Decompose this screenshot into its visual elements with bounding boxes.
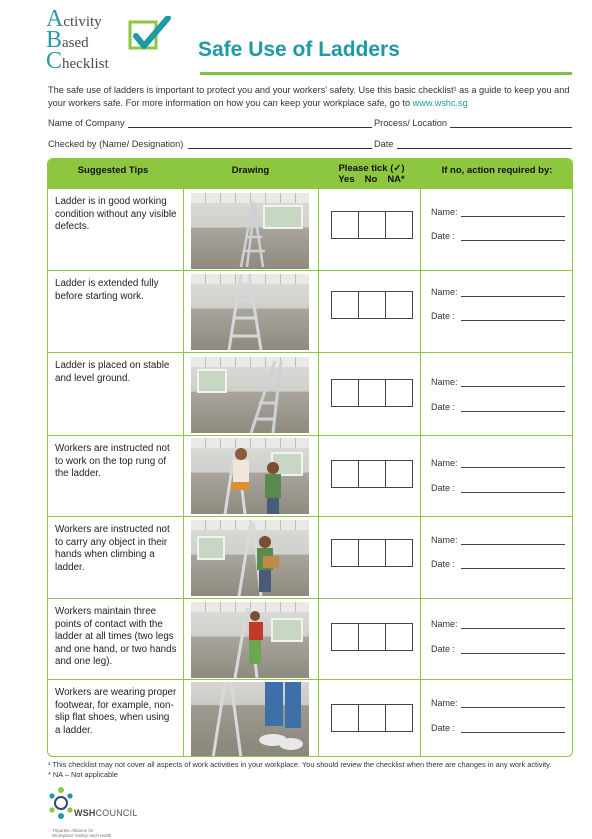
ladder-photo	[191, 357, 309, 433]
date-line[interactable]	[461, 485, 565, 493]
tick-boxes	[331, 379, 412, 407]
ladder-photo	[191, 438, 309, 514]
tick-na[interactable]	[385, 211, 413, 239]
tip-text: Ladder is extended fully before starting work.	[55, 278, 159, 302]
tip-text: Workers are instructed not to carry any object in their hands when climbing a ladder.	[55, 524, 170, 573]
abc-logo: Activity Based Checklist	[46, 10, 176, 76]
page-title: Safe Use of Ladders	[198, 38, 400, 61]
tip-text: Workers maintain three points of contact with the ladder at all times (two legs and one hand, or two hands and one leg).	[55, 606, 177, 667]
tick-no[interactable]	[358, 379, 386, 407]
tip-text: Ladder is in good working condition without any visible defects.	[55, 196, 177, 232]
tick-na[interactable]	[385, 379, 413, 407]
checklist-table	[47, 158, 573, 757]
date-line[interactable]	[461, 404, 565, 412]
tick-na[interactable]	[385, 291, 413, 319]
tick-boxes	[331, 211, 412, 239]
tick-yes[interactable]	[331, 623, 359, 651]
ladder-photo	[191, 682, 309, 757]
tick-yes[interactable]	[331, 211, 359, 239]
tick-no[interactable]	[358, 539, 386, 567]
tick-yes[interactable]	[331, 379, 359, 407]
page-header	[46, 8, 572, 78]
tip-text: Ladder is placed on stable and level ground.	[55, 360, 170, 384]
title-underline	[200, 72, 572, 75]
wsh-mark-icon	[48, 786, 74, 820]
date-field[interactable]: Date	[374, 139, 393, 149]
tick-boxes	[331, 539, 412, 567]
date-line[interactable]	[461, 313, 565, 321]
header-drawing: Drawing	[231, 165, 270, 176]
name-line[interactable]	[461, 460, 565, 468]
tick-na[interactable]	[385, 623, 413, 651]
tick-no[interactable]	[358, 291, 386, 319]
tick-na[interactable]	[385, 539, 413, 567]
wshc-link[interactable]: www.wshc.sg	[412, 97, 468, 108]
checklist-row: Workers maintain three points of contact with the ladder at all times (two legs and one hand, or two hands and one leg). Name: Date :	[48, 598, 573, 679]
name-line[interactable]	[461, 621, 565, 629]
checklist-row: Workers are instructed not to carry any object in their hands when climbing a ladder. Name: Date :	[48, 516, 573, 598]
tick-no[interactable]	[358, 704, 386, 732]
name-line[interactable]	[461, 379, 565, 387]
tick-yes[interactable]	[331, 539, 359, 567]
checklist-row: Ladder is in good working condition without any visible defects. Name: Date :	[48, 188, 573, 270]
name-line[interactable]	[461, 209, 565, 217]
tip-text: Workers are wearing proper footwear, for example, non-slip flat shoes, when using a ladder.	[55, 687, 177, 736]
checklist-row: Workers are wearing proper footwear, for example, non-slip flat shoes, when using a ladder. Name: Date :	[48, 679, 573, 757]
tick-boxes	[331, 704, 412, 732]
name-line[interactable]	[461, 289, 565, 297]
footnote-checklist: ¹ This checklist may not cover all aspects of work activities in your workplace. You should review the checklist when there are changes in any work activity.	[48, 760, 552, 769]
tick-yes[interactable]	[331, 460, 359, 488]
name-line[interactable]	[461, 537, 565, 545]
table-header	[48, 159, 573, 188]
date-line[interactable]	[461, 725, 565, 733]
checklist-row: Workers are instructed not to work on the top rung of the ladder. Name: Date :	[48, 435, 573, 516]
date-line[interactable]	[461, 561, 565, 569]
tick-yes[interactable]	[331, 704, 359, 732]
tick-no[interactable]	[358, 211, 386, 239]
date-line[interactable]	[461, 233, 565, 241]
name-line[interactable]	[461, 700, 565, 708]
footnote-na: * NA – Not applicable	[48, 770, 118, 779]
tick-boxes	[331, 623, 412, 651]
tick-boxes	[331, 291, 412, 319]
tick-no[interactable]	[358, 460, 386, 488]
header-action-required: If no, action required by:	[441, 165, 553, 176]
checklist-row: Ladder is placed on stable and level ground. Name: Date :	[48, 352, 573, 435]
tick-boxes	[331, 460, 412, 488]
checklist-row: Ladder is extended fully before starting work. Name: Date :	[48, 270, 573, 352]
footnotes	[48, 760, 578, 780]
wsh-council-logo: WSHCOUNCIL Tripartite Alliance for Workplace Safety and Health	[48, 786, 168, 836]
date-line[interactable]	[461, 646, 565, 654]
ladder-photo	[191, 274, 309, 350]
process-location-field[interactable]: Process/ Location	[374, 118, 447, 128]
checkmark-icon	[128, 16, 172, 56]
tick-na[interactable]	[385, 460, 413, 488]
company-field[interactable]: Name of Company	[48, 118, 125, 128]
header-please-tick: Please tick (✓) Yes No NA*	[338, 162, 405, 185]
header-suggested-tips: Suggested Tips	[77, 165, 149, 176]
tick-na[interactable]	[385, 704, 413, 732]
tick-no[interactable]	[358, 623, 386, 651]
tick-yes[interactable]	[331, 291, 359, 319]
ladder-photo	[191, 520, 309, 596]
intro-paragraph: The safe use of ladders is important to protect you and your workers' safety. Use this basic checklist¹ as a guide to keep you and your workers safe. For more information on how you can keep your workplace safe, go to www.wshc.sg	[48, 85, 570, 108]
ladder-photo	[191, 193, 309, 269]
checked-by-field[interactable]: Checked by (Name/ Designation)	[48, 139, 183, 149]
tip-text: Workers are instructed not to work on the top rung of the ladder.	[55, 443, 170, 479]
ladder-photo	[191, 602, 309, 678]
